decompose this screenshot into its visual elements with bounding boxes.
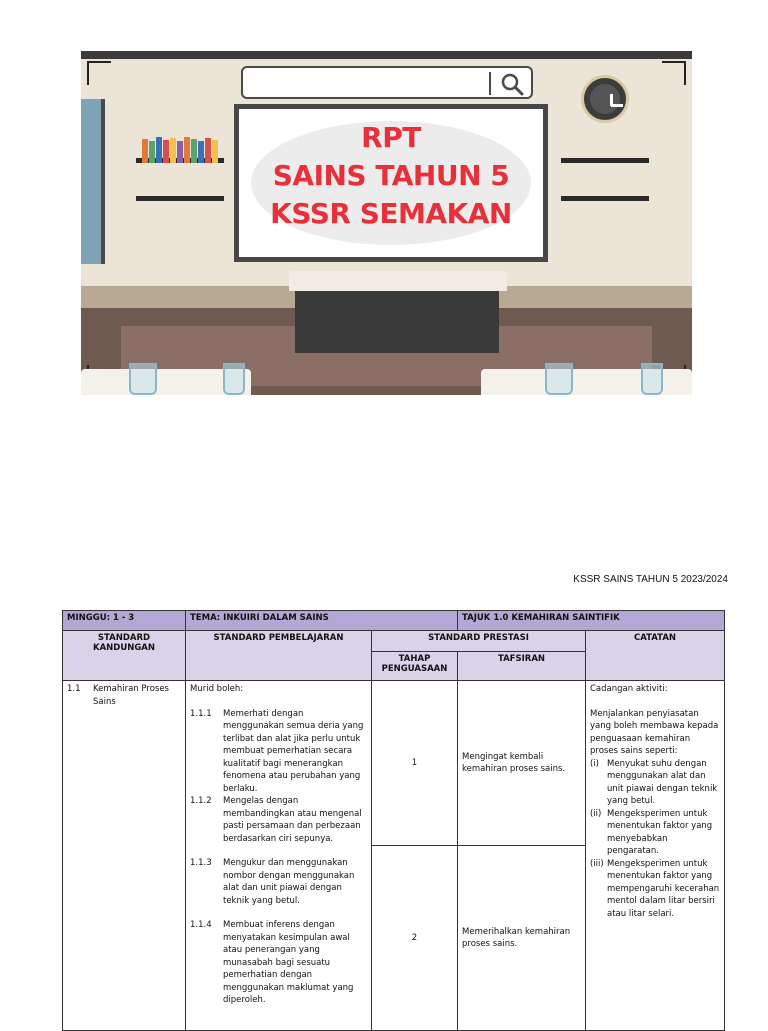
catatan-heading: Cadangan aktiviti: bbox=[590, 684, 668, 694]
table-info-bar bbox=[63, 611, 725, 631]
list-item: (iii) Mengeksperimen untuk menentukan faktor yang mempengaruhi kecerahan mentol dalam litar bersiri atau litar selari. bbox=[590, 858, 720, 919]
sp-item bbox=[190, 795, 367, 845]
tahap-penguasaan-2: 2 bbox=[372, 846, 458, 1031]
header-tahap-penguasaan: TAHAP PENGUASAAN bbox=[372, 652, 458, 681]
tahap-penguasaan-1: 1 bbox=[372, 681, 458, 846]
beaker-icon bbox=[129, 363, 157, 395]
shelf-right-top bbox=[561, 158, 649, 163]
beaker-icon bbox=[223, 363, 245, 395]
cover-title-line-3: KSSR SEMAKAN bbox=[270, 197, 512, 230]
catatan-list bbox=[590, 758, 720, 921]
standard-kandungan-cell bbox=[63, 681, 186, 1031]
sp-item-text: Mengukur dan menggunakan nombor dengan menggunakan alat dan unit piawai dengan teknik yang betul. bbox=[223, 858, 355, 906]
tema-cell: TEMA: INKUIRI DALAM SAINS bbox=[186, 611, 458, 631]
cover-illustration bbox=[81, 51, 692, 395]
minggu-cell: MINGGU: 1 - 3 bbox=[63, 611, 186, 631]
beaker-icon bbox=[641, 363, 663, 395]
sp-item-code: 1.1.1 bbox=[190, 708, 212, 719]
search-icon bbox=[499, 71, 525, 97]
frame-corner-tr bbox=[662, 61, 686, 85]
sp-item-code: 1.1.3 bbox=[190, 858, 212, 868]
table-row bbox=[63, 681, 725, 846]
header-standard-kandungan: STANDARD KANDUNGAN bbox=[63, 631, 186, 681]
header-standard-pembelajaran: STANDARD PEMBELAJARAN bbox=[186, 631, 372, 681]
tafsiran-1: Mengingat kembali kemahiran proses sains. bbox=[458, 681, 586, 846]
cover-title bbox=[239, 119, 543, 233]
cover-title-line-1: RPT bbox=[361, 121, 421, 154]
beaker-icon bbox=[545, 363, 573, 395]
sp-item-code: 1.1.2 bbox=[190, 796, 212, 806]
list-item: (i) Menyukat suhu dengan menggunakan alat dan unit piawai dengan teknik yang betul. bbox=[590, 758, 718, 806]
lab-desk-body bbox=[295, 291, 499, 353]
shelf-left-bottom bbox=[136, 196, 224, 201]
clock-icon bbox=[581, 75, 629, 123]
shelf-left-top bbox=[136, 158, 224, 163]
table-header-row bbox=[63, 631, 725, 652]
sp-item-text: Memerhati dengan menggunakan semua deria yang terlibat dan alat jika perlu untuk membuat pemerhatian secara kualitatif bagi menerangkan fenomena atau perubahan yang berlaku. bbox=[223, 708, 364, 794]
catatan-intro: Menjalankan penyiasatan yang boleh membawa kepada penguasaan kemahiran proses sains seperti: bbox=[590, 708, 719, 756]
sp-item bbox=[190, 919, 367, 1007]
frame-corner-tl bbox=[87, 61, 111, 85]
sp-item bbox=[190, 857, 367, 907]
search-box bbox=[241, 66, 533, 99]
tajuk-cell: TAJUK 1.0 KEMAHIRAN SAINTIFIK bbox=[458, 611, 725, 631]
sp-intro: Murid boleh: bbox=[190, 684, 244, 694]
ceiling bbox=[81, 51, 692, 59]
header-catatan: CATATAN bbox=[586, 631, 725, 681]
cover-title-line-2: SAINS TAHUN 5 bbox=[272, 159, 510, 192]
sp-item-code: 1.1.4 bbox=[190, 920, 212, 930]
sk-text: Kemahiran Proses Sains bbox=[93, 684, 169, 707]
window bbox=[81, 99, 105, 264]
catatan-cell bbox=[586, 681, 725, 1031]
document-header: KSSR SAINS TAHUN 5 2023/2024 bbox=[573, 574, 728, 585]
rpt-table bbox=[62, 610, 725, 1031]
header-tafsiran: TAFSIRAN bbox=[458, 652, 586, 681]
lab-desk-top bbox=[289, 271, 507, 291]
sp-item-text: Mengelas dengan membandingkan atau mengenal pasti persamaan dan perbezaan berdasarkan ciri sepunya. bbox=[223, 796, 362, 844]
sp-item-text: Membuat inferens dengan menyatakan kesimpulan awal atau penerangan yang munasabah bagi sesuatu pemerhatian dengan menggunakan maklumat yang diperoleh. bbox=[223, 920, 354, 1005]
standard-pembelajaran-cell bbox=[186, 681, 372, 1031]
tafsiran-2: Memerihalkan kemahiran proses sains. bbox=[458, 846, 586, 1031]
shelf-right-bottom bbox=[561, 196, 649, 201]
list-item: (ii) Mengeksperimen untuk menentukan faktor yang menyebabkan pengaratan. bbox=[590, 808, 713, 856]
sp-item bbox=[190, 708, 367, 796]
sk-code: 1.1 bbox=[67, 684, 81, 694]
header-standard-prestasi: STANDARD PRESTASI bbox=[372, 631, 586, 652]
